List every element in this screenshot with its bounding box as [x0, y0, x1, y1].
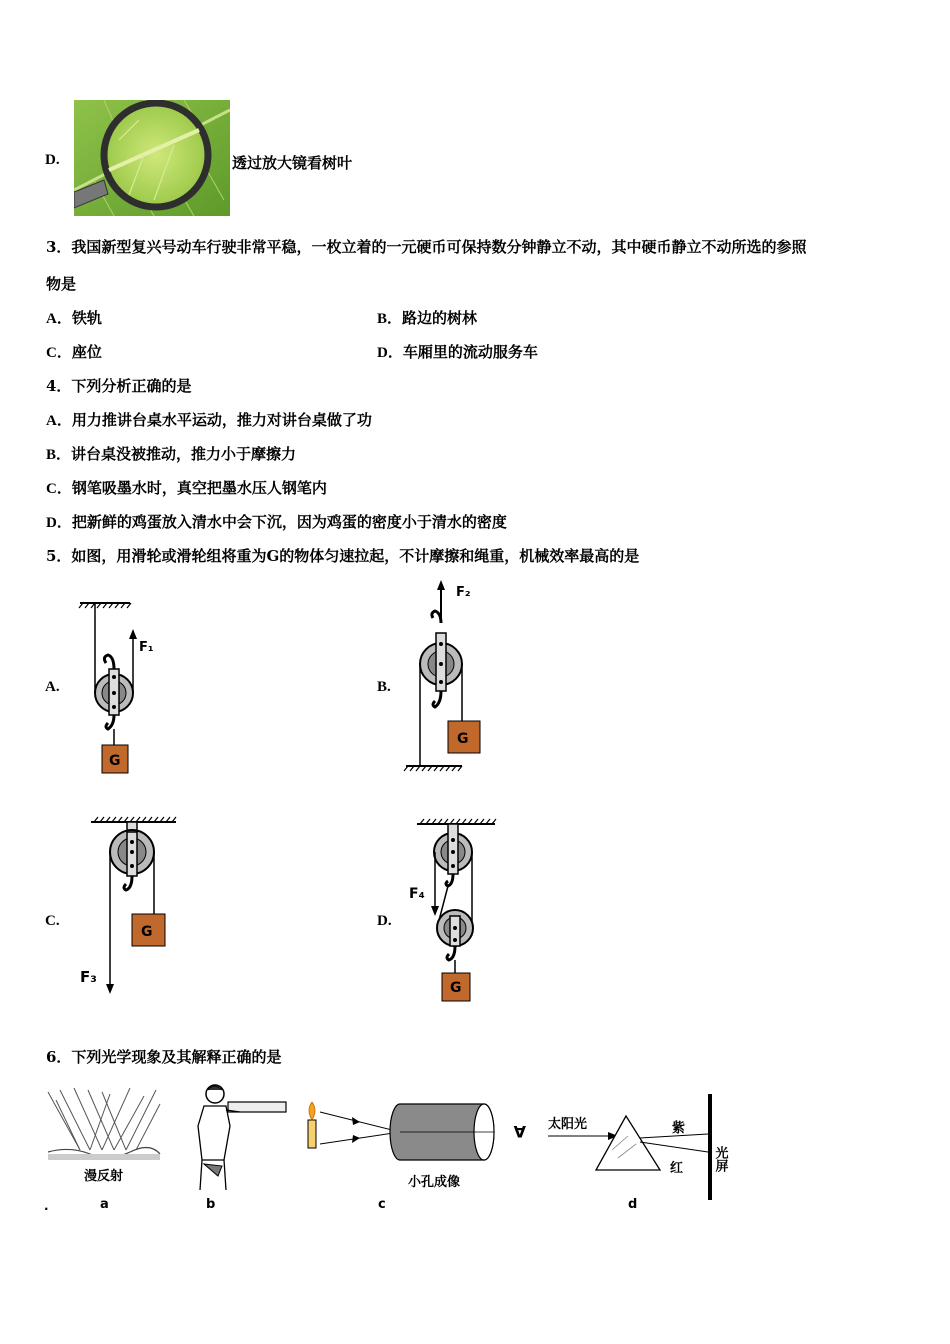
- figure-d-screen: 光屏: [712, 1146, 728, 1172]
- magnifier-leaf-image: [74, 100, 230, 216]
- force-label-f1: F₁: [139, 640, 154, 655]
- q3-option-d: D．车厢里的流动服务车: [377, 343, 538, 361]
- stray-dot: .: [44, 1199, 49, 1213]
- q3-option-b: B．路边的树林: [377, 309, 478, 327]
- q4-option-a: A．用力推讲台桌水平运动，推力对讲台桌做了功: [46, 411, 372, 429]
- pulley-diagram-d: [405, 810, 505, 1005]
- q5-option-c-label: C.: [45, 913, 60, 929]
- figure-d-prism: [548, 1094, 728, 1212]
- q5-option-b-label: B.: [377, 679, 391, 695]
- pulley-diagram-a: [75, 595, 175, 780]
- figure-d-red: 红: [670, 1161, 684, 1176]
- q4-option-d: D．把新鲜的鸡蛋放入清水中会下沉，因为鸡蛋的密度小于清水的密度: [46, 513, 507, 531]
- figure-a-caption: 漫反射: [84, 1169, 124, 1184]
- q2-option-d-label: D.: [45, 152, 60, 168]
- figure-b-person: [198, 1085, 286, 1212]
- q4-option-b: B．讲台桌没被推动，推力小于摩擦力: [46, 445, 297, 463]
- weight-label-b: G: [457, 731, 469, 747]
- figure-b-letter: b: [206, 1197, 216, 1212]
- optics-figures: [40, 1080, 760, 1220]
- q2-option-d-text: 透过放大镜看树叶: [232, 154, 353, 172]
- pulley-diagram-b: [400, 578, 500, 778]
- q3-stem-line1: 3．我国新型复兴号动车行驶非常平稳，一枚立着的一元硬币可保持数分钟静立不动，其中硬币静立不动所选的参照: [46, 238, 807, 256]
- q4-stem: 4．下列分析正确的是: [46, 377, 192, 395]
- weight-label-c: G: [141, 924, 153, 940]
- force-label-f3: F₃: [80, 968, 97, 986]
- q4-option-c: C．钢笔吸墨水时，真空把墨水压人钢笔内: [46, 479, 327, 497]
- force-label-f2: F₂: [456, 585, 471, 600]
- q6-stem: 6．下列光学现象及其解释正确的是: [46, 1048, 282, 1066]
- figure-a-letter: a: [100, 1197, 109, 1212]
- q5-stem: 5．如图，用滑轮或滑轮组将重为G的物体匀速拉起，不计摩擦和绳重，机械效率最高的是: [46, 547, 640, 565]
- q3-option-c: C．座位: [46, 343, 102, 361]
- figure-c-letter: c: [378, 1197, 386, 1212]
- q3-stem-line2: 物是: [46, 275, 77, 293]
- q5-option-d-label: D.: [377, 913, 392, 929]
- weight-label-a: G: [109, 753, 121, 769]
- weight-label-d: G: [450, 980, 462, 996]
- figure-d-violet: 紫: [672, 1121, 686, 1136]
- figure-d-letter: d: [628, 1197, 638, 1212]
- figure-c-pinhole: [308, 1102, 526, 1212]
- pulley-diagram-c: [76, 808, 186, 998]
- figure-c-caption: 小孔成像: [408, 1175, 461, 1190]
- figure-d-sunlight: 太阳光: [548, 1117, 588, 1132]
- figure-a-diffuse-reflection: [48, 1088, 160, 1212]
- inverted-image-mark: A: [513, 1122, 526, 1141]
- q5-option-a-label: A.: [45, 679, 60, 695]
- force-label-f4: F₄: [409, 886, 425, 902]
- q3-option-a: A．铁轨: [46, 309, 102, 327]
